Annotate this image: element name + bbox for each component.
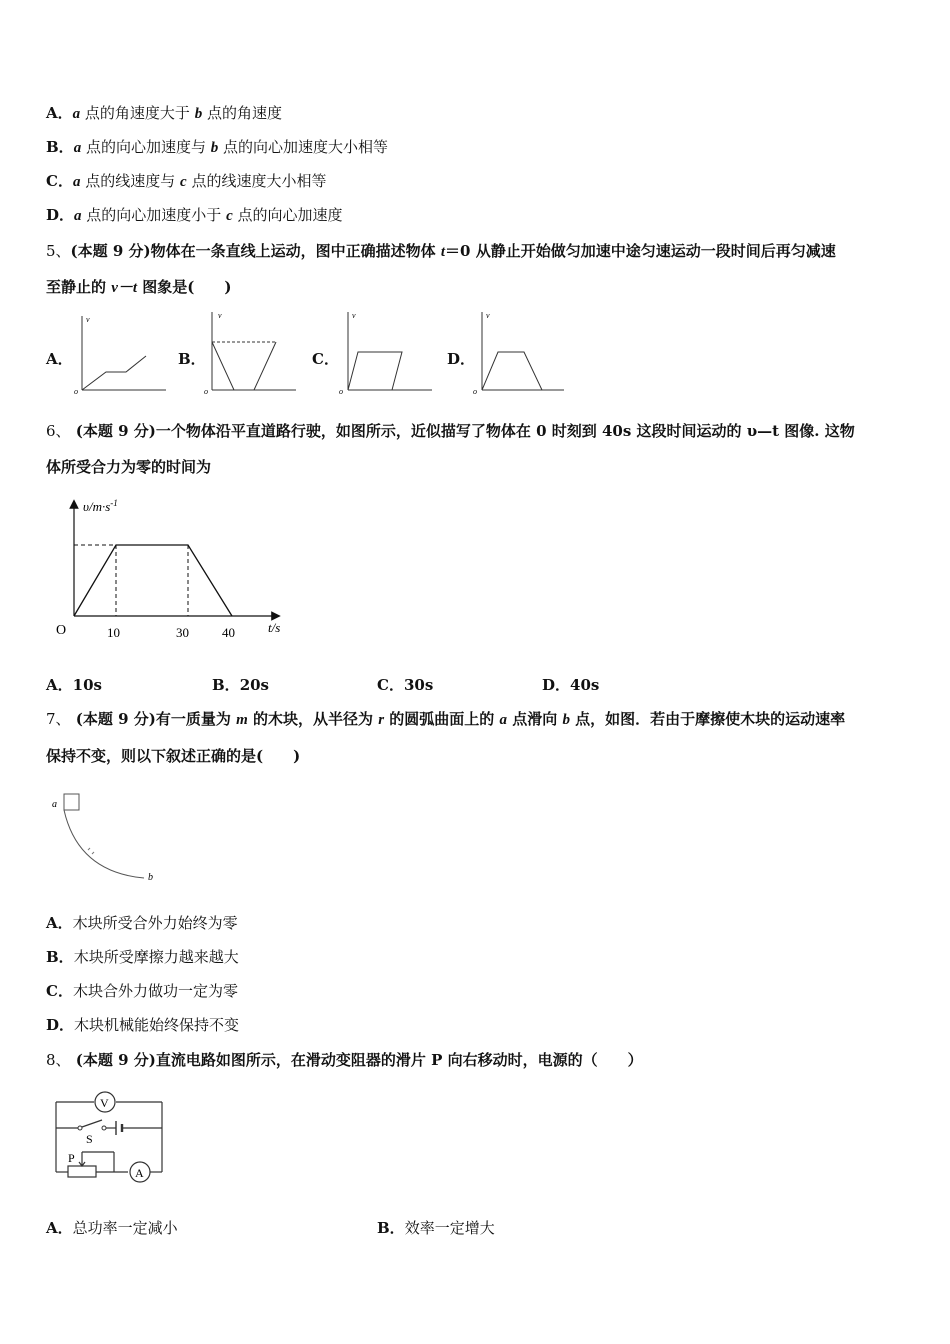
q8-stem-line1: 8、 (本题 9 分)直流电路如图所示，在滑动变阻器的滑片 P 向右移动时，电源的（ ） — [46, 1051, 643, 1069]
q5d-v-label: v — [486, 311, 490, 320]
q7-block — [64, 794, 79, 810]
q6-origin-label: O — [56, 623, 67, 638]
q7-point-a: a — [52, 799, 57, 810]
q7-arc — [64, 810, 144, 878]
switch-icon — [82, 1120, 102, 1127]
q5-option-a-label: A． — [46, 350, 73, 368]
q7-point-b: b — [148, 872, 153, 883]
q8-option-a: A．总功率一定减小 — [46, 1219, 178, 1237]
q5c-o-label: o — [339, 387, 343, 396]
q7-stem-line1: 7、 (本题 9 分)有一质量为 m 的木块，从半径为 r 的圆弧曲面上的 a 点滑向 b 点，如图．若由于摩擦使木块的运动速率 — [46, 710, 846, 728]
q7-stem-line2: 保持不变，则以下叙述正确的是( ) — [46, 747, 301, 765]
q6-tick-10: 10 — [107, 625, 120, 640]
q4-option-c: C．a 点的线速度与 c 点的线速度大小相等 — [46, 172, 327, 190]
q6-option-a: A．10s — [46, 676, 102, 694]
q5-graph-d — [468, 308, 568, 396]
q5-option-d-label: D． — [447, 350, 476, 368]
q8-option-b: B．效率一定增大 — [377, 1219, 495, 1237]
q6-option-d: D．40s — [542, 676, 600, 694]
q5-stem-line1: 5、(本题 9 分)物体在一条直线上运动，图中正确描述物体 t＝0 从静止开始做匀加速中途匀速运动一段时间后再匀减速 — [46, 242, 836, 260]
q8-circuit — [52, 1090, 172, 1182]
q7-option-d: D．木块机械能始终保持不变 — [46, 1016, 240, 1034]
q5-graph-a — [70, 310, 170, 396]
q5-option-c-label: C． — [312, 350, 339, 368]
q7-option-c: C．木块合外力做功一定为零 — [46, 982, 238, 1000]
svg-text:P: P — [68, 1151, 75, 1165]
q6-x-label: t/s — [268, 620, 281, 635]
q5c-v-label: v — [352, 311, 356, 320]
q7-option-b: B．木块所受摩擦力越来越大 — [46, 948, 239, 966]
q6-tick-30: 30 — [176, 625, 189, 640]
q7-arc-figure — [48, 790, 168, 890]
q6-option-b: B．20s — [212, 676, 270, 694]
q6-tick-40: 40 — [222, 625, 235, 640]
rheostat-icon — [68, 1166, 96, 1177]
q5a-v-label: v — [86, 315, 90, 324]
q6-velocity-line — [74, 545, 232, 616]
q5-graph-b — [200, 308, 300, 396]
q4-option-d: D．a 点的向心加速度小于 c 点的向心加速度 — [46, 206, 343, 224]
q5-graph-c — [334, 308, 434, 396]
q5b-o-label: o — [204, 387, 208, 396]
q4-option-b: B．a 点的向心加速度与 b 点的向心加速度大小相等 — [46, 138, 389, 156]
q6-option-c: C．30s — [377, 676, 434, 694]
q6-vt-graph — [50, 494, 290, 644]
q5b-v-label: v — [218, 311, 222, 320]
q5-stem-line2: 至静止的 v－t 图象是( ) — [46, 278, 232, 296]
q6-y-label: $\upsilon/m\cdot s^{-1}$ — [83, 498, 118, 514]
q6-stem-line1: 6、 (本题 9 分)一个物体沿平直道路行驶，如图所示，近似描写了物体在 0 时刻到 40s 这段时间运动的 υ—t 图像. 这物 — [46, 422, 855, 440]
q7-option-a: A．木块所受合外力始终为零 — [46, 914, 238, 932]
q4-option-a: A．a 点的角速度大于 b 点的角速度 — [46, 104, 282, 122]
q5-option-b-label: B． — [178, 350, 206, 368]
svg-text:V: V — [100, 1096, 109, 1110]
svg-text:A: A — [135, 1166, 144, 1180]
q6-stem-line2: 体所受合力为零的时间为 — [46, 458, 212, 476]
q5a-o-label: o — [74, 387, 78, 396]
q5d-o-label: o — [473, 387, 477, 396]
svg-text:S: S — [86, 1132, 93, 1146]
